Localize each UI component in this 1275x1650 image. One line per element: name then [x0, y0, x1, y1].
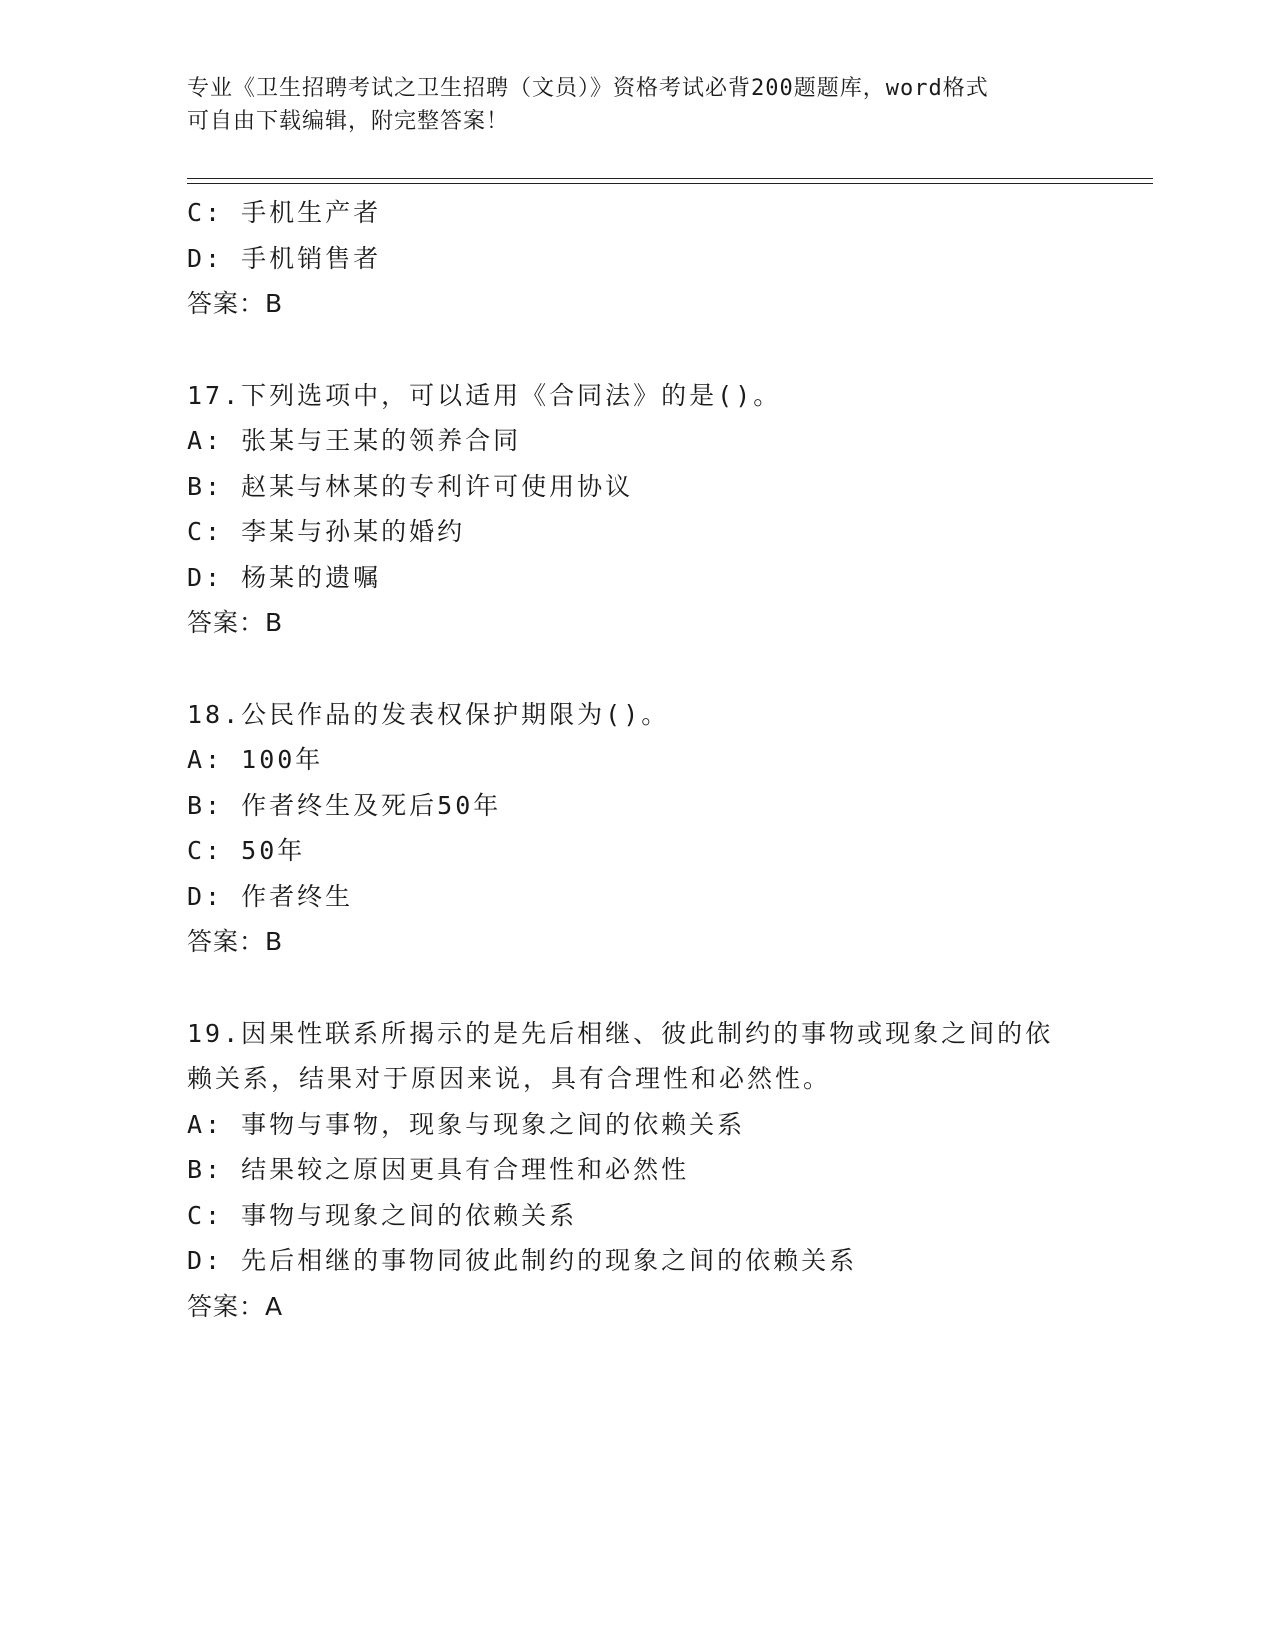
question-19: [187, 1011, 1107, 1330]
option-b: B: 作者终生及死后50年: [187, 790, 502, 820]
option-c: C: 李某与孙某的婚约: [187, 517, 466, 546]
answer-line: 答案：B: [187, 927, 284, 956]
header-title-line1: 专业《卫生招聘考试之卫生招聘（文员）》资格考试必背200题题库，word格式: [187, 76, 989, 101]
option-d: D: 手机销售者: [187, 243, 382, 273]
header-divider-bottom: [187, 183, 1153, 184]
option-c: C: 手机生产者: [187, 198, 382, 227]
option-d: D: 作者终生: [187, 881, 354, 911]
option-a: A: 事物与事物，现象与现象之间的依赖关系: [187, 1109, 746, 1139]
question-spacer: [187, 646, 1107, 692]
question-spacer: [187, 965, 1107, 1011]
option-c: C: 事物与现象之间的依赖关系: [187, 1200, 578, 1230]
question-17: [187, 373, 1107, 646]
answer-line: 答案：A: [187, 1291, 284, 1321]
answer-line: 答案：B: [187, 608, 284, 637]
question-stem: 17.下列选项中，可以适用《合同法》的是()。: [187, 380, 782, 410]
question-list: [187, 190, 1107, 1329]
question-stem: 18.公民作品的发表权保护期限为()。: [187, 699, 670, 729]
option-d: D: 杨某的遗嘱: [187, 562, 382, 592]
option-d: D: 先后相继的事物同彼此制约的现象之间的依赖关系: [187, 1246, 858, 1275]
option-a: A: 张某与王某的领养合同: [187, 426, 522, 455]
question-16-tail: [187, 190, 1107, 327]
option-b: B: 结果较之原因更具有合理性和必然性: [187, 1155, 690, 1184]
question-spacer: [187, 327, 1107, 373]
question-stem-line1: 19.因果性联系所揭示的是先后相继、彼此制约的事物或现象之间的依: [187, 1018, 1054, 1048]
question-18: [187, 692, 1107, 965]
option-a: A: 100年: [187, 745, 324, 774]
header-title-line2: 可自由下载编辑，附完整答案！: [187, 109, 510, 134]
option-b: B: 赵某与林某的专利许可使用协议: [187, 471, 634, 501]
answer-line: 答案：B: [187, 289, 284, 318]
header-divider-top: [187, 178, 1153, 179]
document-header: [187, 72, 1087, 138]
question-stem-line2: 赖关系，结果对于原因来说，具有合理性和必然性。: [187, 1064, 832, 1093]
option-c: C: 50年: [187, 836, 306, 865]
